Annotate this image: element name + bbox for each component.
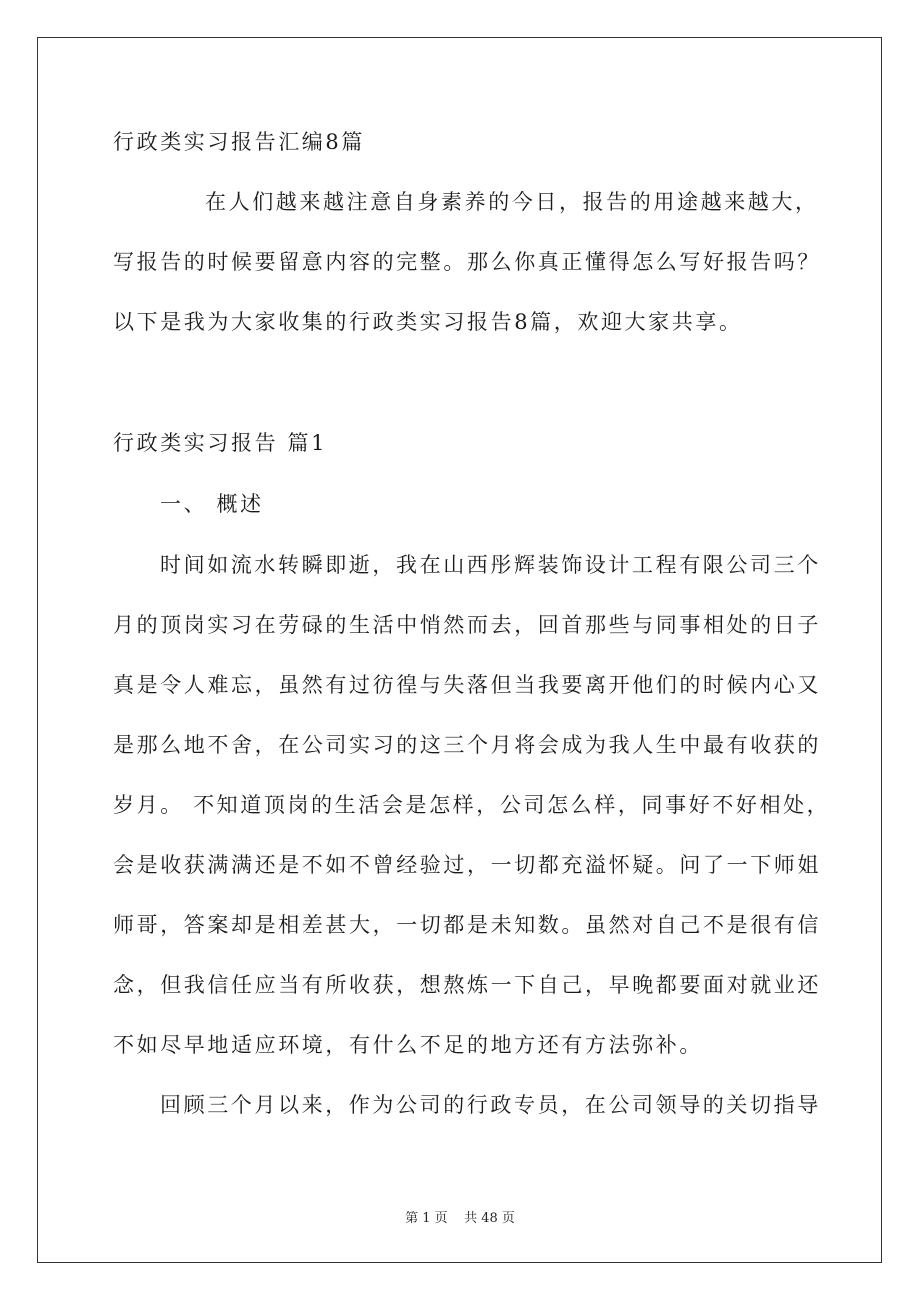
intro-line-2: 写报告的时候要留意内容的完整。那么你真正懂得怎么写好报告吗？ xyxy=(113,250,821,274)
body-line: 岁月。 不知道顶岗的生活会是怎样，公司怎么样，同事好不好相处， xyxy=(113,793,831,817)
intro-line-3: 以下是我为大家收集的行政类实习报告8篇，欢迎大家共享。 xyxy=(113,310,743,334)
subsection-heading: 一、 概述 xyxy=(160,492,264,516)
intro-line-1: 在人们越来越注意自身素养的今日，报告的用途越来越大， xyxy=(205,190,819,214)
body-line: 时间如流水转瞬即逝，我在山西彤辉装饰设计工程有限公司三个 xyxy=(160,553,821,577)
body-line: 不如尽早地适应环境，有什么不足的地方还有方法弥补。 xyxy=(113,1033,703,1057)
body-line: 师哥，答案却是相差甚大，一切都是未知数。虽然对自己不是很有信 xyxy=(113,913,821,937)
body-line: 念，但我信任应当有所收获，想熬炼一下自己，早晚都要面对就业还 xyxy=(113,973,821,997)
document-title: 行政类实习报告汇编8篇 xyxy=(113,130,365,154)
body-line: 真是令人难忘，虽然有过彷徨与失落但当我要离开他们的时候内心又 xyxy=(113,673,821,697)
body-line: 是那么地不舍，在公司实习的这三个月将会成为我人生中最有收获的 xyxy=(113,733,821,757)
body-line: 会是收获满满还是不如不曾经验过，一切都充溢怀疑。问了一下师姐 xyxy=(113,853,821,877)
section-heading: 行政类实习报告 篇1 xyxy=(113,431,328,455)
body-line: 回顾三个月以来，作为公司的行政专员，在公司领导的关切指导 xyxy=(160,1093,821,1117)
page-border xyxy=(37,37,882,1263)
page-indicator: 第 1 页 共 48 页 xyxy=(405,1211,515,1226)
body-line: 月的顶岗实习在劳碌的生活中悄然而去，回首那些与同事相处的日子 xyxy=(113,613,821,637)
